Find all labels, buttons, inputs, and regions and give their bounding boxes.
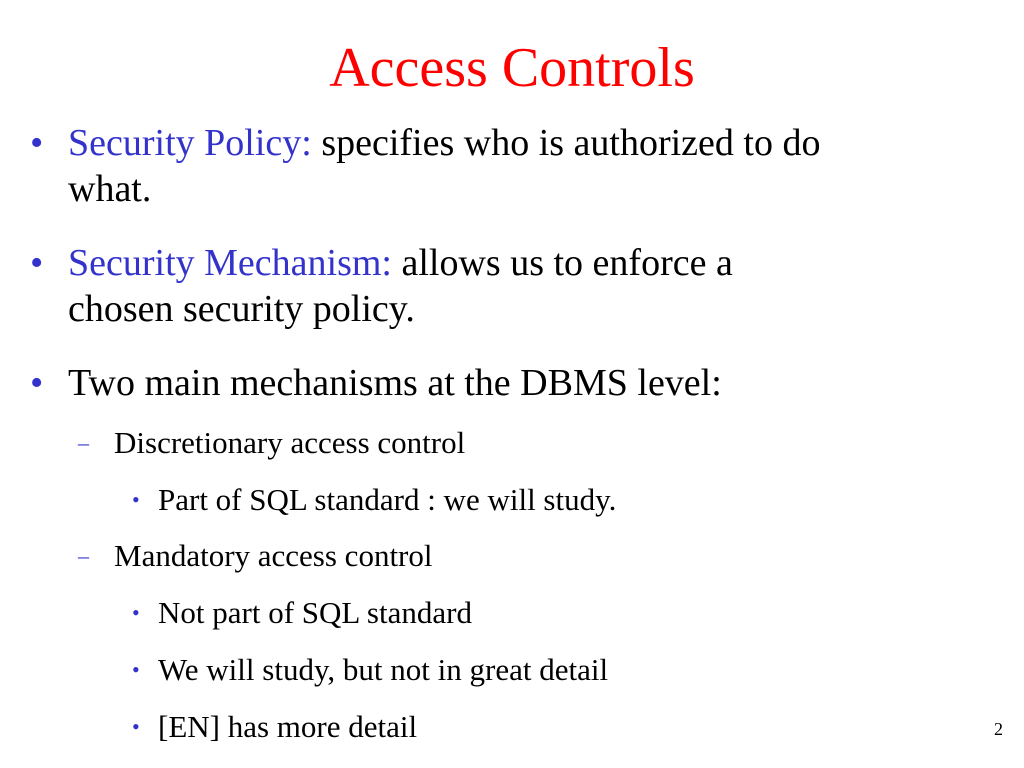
slide-title: Access Controls [329,37,695,99]
dash-icon: – [78,430,89,455]
bullet-term: Security Mechanism: [68,242,392,284]
bullet-icon: • [132,487,140,512]
bullet-text [68,360,988,406]
bullet-icon: • [132,714,140,739]
bullet-body: allows us to enforce a [401,242,733,284]
sub-item-label: Discretionary access control [114,425,466,460]
bullet-body-continued: what. [68,168,152,210]
bullet-body: Two main mechanisms at the DBMS level: [68,362,722,404]
sub-sub-item-label: [EN] has more detail [158,709,418,744]
sub-sub-item-label: Part of SQL standard : we will study. [158,482,617,517]
bullet-body: specifies who is authorized to do [321,122,821,164]
sub-item-label: Mandatory access control [114,538,433,573]
bullet-icon: • [30,242,44,284]
dash-icon: – [78,543,89,568]
bullet-text [68,120,988,212]
bullet-body-continued: chosen security policy. [68,288,415,330]
page-number: 2 [994,719,1003,739]
bullet-icon: • [132,600,140,625]
bullet-icon: • [30,362,44,404]
bullet-term: Security Policy: [68,122,312,164]
sub-sub-item-label: Not part of SQL standard [158,595,472,630]
bullet-icon: • [30,122,44,164]
bullet-icon: • [132,657,140,682]
bullet-text [68,240,988,332]
sub-sub-item-label: We will study, but not in great detail [158,652,609,687]
